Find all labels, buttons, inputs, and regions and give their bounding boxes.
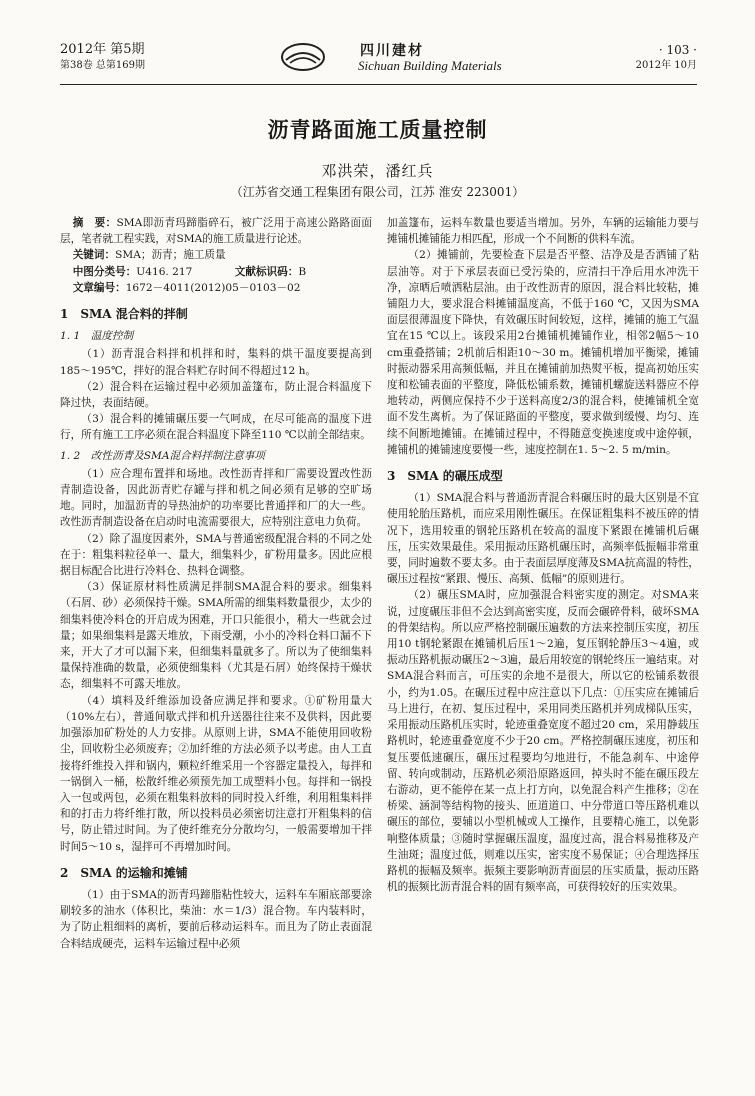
doc-code-value: B [298, 265, 307, 278]
paragraph: 加盖篷布，运料车数量也要适当增加。另外，车辆的运输能力要与摊铺机摊铺能力相匹配，形成一个不间断的供料车流。 [387, 217, 699, 246]
abstract-label: 摘 要： [72, 217, 117, 229]
publication-date: 2012年 10月 [635, 60, 697, 71]
page-number: · 103 · [658, 43, 697, 57]
keywords-label: 关键词： [72, 249, 116, 262]
paragraph: （2）除了温度因素外，SMA与普通密级配混合料的不同之处在于：粗集料粒径单一、量大，细集料少，矿粉用量多。因此应根据目标配合比进行冷料仓、热料仓调整。 [60, 532, 372, 578]
journal-logo [280, 40, 540, 78]
logo-mark-icon [280, 42, 326, 72]
clc-value: U416. 217 [136, 265, 193, 278]
abstract-text: SMA即沥青玛蹄脂碎石，被广泛用于高速公路路面面层，笔者就工程实践，对SMA的施工质量进行论述。 [60, 217, 372, 246]
journal-name-cn: 四川建材 [360, 43, 424, 59]
subsection-title: 1. 2 改性沥青及SMA混合料拌制注意事项 [60, 449, 265, 462]
issue-info [60, 42, 145, 74]
paragraph: （3）混合料的摊铺碾压要一气呵成，在尽可能高的温度下进行，所有施工工序必须在混合料温度下降至110 ℃以前全部结束。 [60, 413, 372, 442]
clc-label: 中图分类号： [72, 265, 137, 278]
paragraph: （2）碾压SMA时，应加强混合料密实度的测定。对SMA来说，过度碾压非但不会达到高密实度，反而会碾碎骨料，破坏SMA的骨架结构。所以应严格控制碾压遍数的方法来控制压实度，初压用10 t钢轮紧跟在摊铺机后压1～2遍，复压钢轮静压3～4遍，或振动压路机振动碾压2～3遍，最后用较宽的钢轮终压一遍结束。对SMA混合料而言，可压实的余地不是很大，所以它的松铺系数很小，约为1.05。在碾压过程中应注意以下几点：①压实应在摊铺后马上进行，在初、复压过程中，采用同类压路机并列成梯队压实，采用振动压路机压实时，轮迹重叠宽度不超过20 cm，采用静载压路机时，轮迹重叠宽度不少于20 cm。严格控制碾压速度，初压和复压要低速碾压，碾压过程要均匀地进行，不能急刹车、中途停留、转向或制动，压路机必须沿原路返回，掉头时不能在碾压段左右游动，更不能停在某一点上打方向，以免混合料产生推移；②在桥梁、涵洞等结构物的接头、匝道道口、中分带道口等压路机难以碾压的部位，要辅以小型机械或人工操作，且要精心施工，以免影响整体质量；③随时掌握碾压温度，温度过高，混合料易推移及产生油斑；温度过低，则难以压实，密实度不易保证；④合理选择压路机的振幅及频率。振频主要影响沥青面层的压实质量，振动压路机的振频比沥青混合料的固有频率高，可获得较好的压实效果。 [387, 589, 699, 894]
volume: 第38卷 总第169期 [60, 60, 145, 71]
article-authors: 邓洪荣，潘红兵 [321, 162, 434, 180]
paragraph: （2）混合料在运输过程中必须加盖篷布，防止混合料温度下降过快，表面结硬。 [60, 380, 372, 410]
paragraph: （1）应合理布置拌和场地。改性沥青拌和厂需要设置改性沥青制造设备，因此沥青贮存罐与拌和机之间必须有足够的空旷场地。同时，加温沥青的导热油炉的功率要比普通拌和厂的大一些。改性沥青制造设备在启动时电流需要很大，应特别注意电力负荷。 [60, 467, 372, 529]
paragraph: （3）保证原材料性质满足拌制SMA混合料的要求。细集料（石屑、砂）必须保持干燥。SMA所需的细集料数量很少，太少的细集料使冷料仓的开启成为困难，开口只能很小，稍大一些就会过量；如果细集料是露天堆放，下雨受潮，小小的冷料仓料口漏不下来，开大了才可以漏下来，但细集料量就多了。所以为了使细集料量保持准确的数量，必须使细集料（尤其是石屑）始终保持干燥状态，细集料不可露天堆放。 [60, 581, 372, 691]
issue: 2012年 第5期 [60, 42, 145, 57]
paragraph: （1）SMA混合料与普通沥青混合料碾压时的最大区别是不宜使用轮胎压路机，而应采用刚性碾压。在保证粗集料不被压碎的情况下，选用较重的钢轮压路机在较高的温度下紧跟在摊铺机后碾压，压实效果最佳。采用振动压路机碾压时，高频率低振幅非常重要，同时遍数不要太多。由于表面层厚度薄及SMA抗高温的特性，碾压过程按“紧跟、慢压、高频、低幅”的原则进行。 [387, 492, 699, 586]
page-info [636, 42, 697, 74]
article-no-label: 文章编号： [72, 281, 126, 294]
section-heading: 1 SMA 混合料的拌制 [60, 307, 188, 322]
keywords-value: SMA；沥青；施工质量 [115, 249, 226, 262]
header-rule [60, 84, 697, 85]
journal-header [60, 42, 697, 82]
section-heading: 3 SMA 的碾压成型 [387, 469, 503, 484]
doc-code-label: 文献标识码： [234, 265, 299, 278]
article-title: 沥青路面施工质量控制 [267, 117, 488, 142]
subsection-heading [60, 448, 372, 464]
subsection-heading [60, 328, 372, 344]
subsection-title: 1. 1 温度控制 [60, 330, 134, 343]
article-number [60, 280, 372, 296]
classification [60, 264, 372, 280]
section-heading: 2 SMA 的运输和摊铺 [60, 865, 188, 880]
journal-name-en: Sichuan Building Materials [358, 58, 502, 73]
right-column [387, 215, 699, 895]
abstract [60, 215, 372, 247]
keywords [60, 247, 372, 263]
paragraph: （1）由于SMA的沥青玛蹄脂粘性较大，运料车车厢底部要涂刷较多的油水（体积比，柴油：水＝1/3）混合物。车内装料时，为了防止粗细料的离析，要前后移动运料车。而且为了防止表面混合料结成硬壳，运料车运输过程中必须 [60, 888, 372, 950]
article-no-value: 1672－4011(2012)05－0103－02 [125, 281, 301, 294]
article-affiliation: （江苏省交通工程集团有限公司，江苏 淮安 223001） [230, 185, 525, 199]
paragraph: （2）摊铺前，先要检查下层是否平整、洁净及是否洒铺了粘层油等。对于下承层表面已受污染的，应清扫干净后用水冲洗干净，凉晒后喷洒粘层油。由于改性沥青的原因，混合料比较粘，摊铺阻力大，要求混合料摊铺温度高，不低于160 ℃，又因为SMA面层很薄温度下降快，有效碾压时间较短，这样，摊铺的施工气温宜在15 ℃以上。该段采用2台摊铺机摊铺作业，相邻2幅5～10 cm重叠搭铺；2机前后相距10～30 m。摊铺机增加平衡梁，摊铺时振动器采用高频低幅，并且在摊铺前加热熨平板，提高初始压实度和松铺表面的平整度，降低松铺系数，摊铺机螺旋送料器应不停地转动，两侧应保持不少于送料高度2/3的混合料，使摊铺机全宽面不发生离析。为了保证路面的平整度，要求做到缓慢、均匀、连续不间断地摊铺。在摊铺过程中，不得随意变换速度或中途停顿，摊铺机的摊铺速度要慢一些，速度控制在1. 5～2. 5 m/min。 [387, 249, 699, 456]
paragraph: （4）填料及纤维添加设备应满足拌和要求。①矿粉用量大（10%左右），普通间歇式拌和机升送器往往来不及供料，因此要加强添加矿粉处的人力安排。从原则上讲，SMA不能使用回收粉尘，回收粉尘必须废弃；②加纤维的方法必须予以考虑。由人工直接将纤维投入拌和锅内，颗粒纤维采用一个容器定量投入，每拌和一锅倒入一桶，松散纤维必须预先加工成塑料小包。每拌和一锅投入一包或两包，必须在粗集料放料的同时投入纤维，利用粗集料拌和的打击力将纤维打散，所以投料员必须密切注意打开粗集料的信号，防止错过时间。为了使纤维充分分散均匀，一般需要增加干拌时间5～10 s，湿拌可不再增加时间。 [60, 694, 372, 853]
paragraph: （1）沥青混合料拌和机拌和时，集料的烘干温度要提高到185～195℃，拌好的混合料贮存时间不得超过12 h。 [60, 348, 372, 377]
left-column [60, 215, 372, 952]
